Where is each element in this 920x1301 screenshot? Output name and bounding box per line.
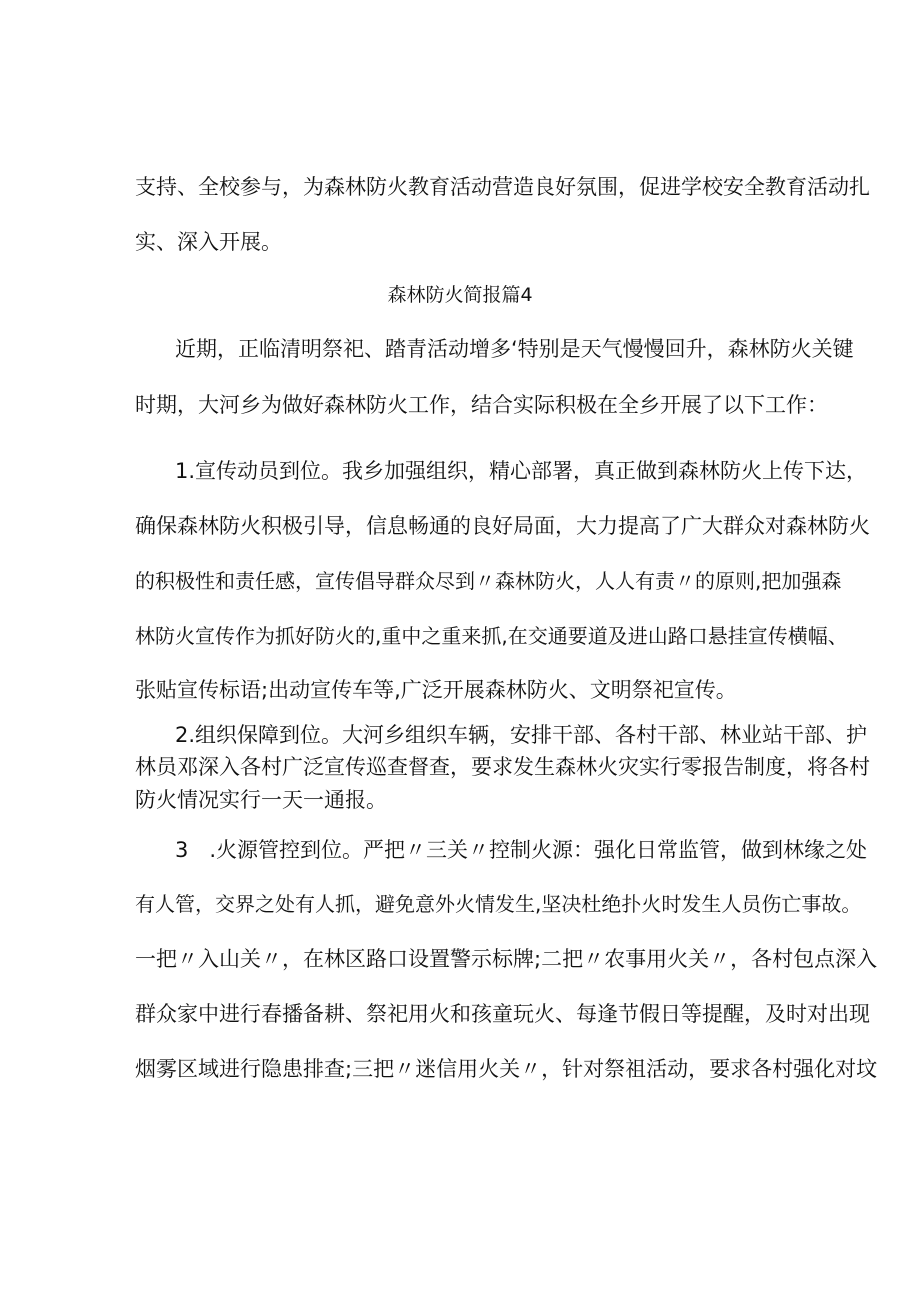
item3-line-2: 有人管，交界之处有人抓，避免意外火情发生,坚决杜绝扑火时发生人员伤亡事故。 (135, 892, 862, 916)
section-title: 森林防火简报篇4 (387, 284, 533, 306)
paragraph-intro-line-2: 时期，大河乡为做好森林防火工作，结合实际积极在全乡开展了以下工作： (135, 393, 828, 417)
item2-line-1: 2.组织保障到位。大河乡组织车辆，安排干部、各村干部、林业站干部、护 (175, 723, 868, 747)
item1-line-1: 1.宣传动员到位。我乡加强组织，精心部署，真正做到森林防火上传下达， (175, 459, 868, 483)
intro-line-1: 支持、全校参与，为森林防火教育活动营造良好氛围，促进学校安全教育活动扎 (135, 175, 870, 199)
item3-line-1: 3 .火源管控到位。严把〃三关〃控制火源：强化日常监管，做到林缘之处 (175, 838, 868, 862)
item2-line-3: 防火情况实行一天一通报。 (135, 788, 387, 812)
paragraph-intro-line-1: 近期，正临清明祭祀、踏青活动增多‘特别是天气慢慢回升，森林防火关键 (175, 337, 854, 361)
item1-line-2: 确保森林防火积极引导，信息畅通的良好局面，大力提高了广大群众对森林防火 (135, 514, 870, 538)
item1-line-4: 林防火宣传作为抓好防火的,重中之重来抓,在交通要道及进山路口悬挂宣传横幅、 (135, 624, 848, 648)
item1-line-3: 的积极性和责任感，宣传倡导群众尽到〃森林防火，人人有责〃的原则,把加强森 (135, 569, 842, 593)
intro-line-2: 实、深入开展。 (135, 230, 282, 254)
item3-line-3: 一把〃入山关〃，在林区路口设置警示标牌;二把〃农事用火关〃，各村包点深入 (135, 947, 878, 971)
item3-line-5: 烟雾区域进行隐患排查;三把〃迷信用火关〃，针对祭祖活动，要求各村强化对坟 (135, 1057, 878, 1081)
item2-line-2: 林员邓深入各村广泛宣传巡查督查，要求发生森林火灾实行零报告制度，将各村 (135, 755, 870, 779)
item1-line-5: 张贴宣传标语;出动宣传车等,广泛开展森林防火、文明祭祀宣传。 (135, 678, 737, 702)
item3-line-4: 群众家中进行春播备耕、祭祀用火和孩童玩火、每逢节假日等提醒，及时对出现 (135, 1002, 870, 1026)
